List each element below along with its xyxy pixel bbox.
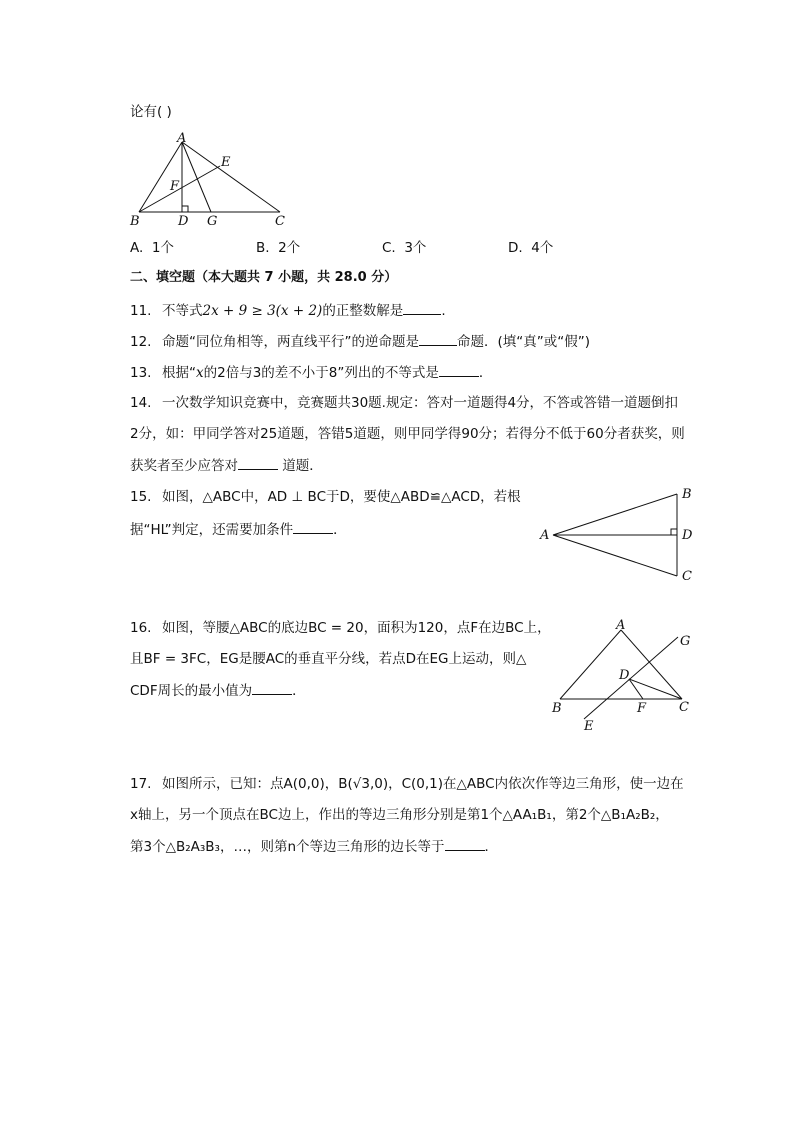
question-15-line2: 据“HL”判定，还需要加条件 ． bbox=[130, 519, 347, 540]
fig16-label-e: E bbox=[584, 719, 594, 734]
q11-answer-blank[interactable] bbox=[403, 300, 441, 315]
question-12: 12. 命题“同位角相等，两直线平行”的逆命题是 命题．(填“真”或“假”) bbox=[130, 331, 590, 352]
question-14-line1: 14. 一次数学知识竞赛中，竞赛题共30题.规定：答对一道题得4分，不答或答错一道题倒扣 bbox=[130, 395, 679, 411]
fig16-label-g: G bbox=[680, 634, 691, 649]
q11-number: 11. bbox=[130, 303, 152, 319]
fig15-label-a: A bbox=[540, 528, 550, 543]
q17-answer-blank[interactable] bbox=[445, 836, 485, 851]
fig16-label-c: C bbox=[679, 700, 689, 715]
section-heading: 二、填空题（本大题共 7 小题，共 28.0 分） bbox=[130, 270, 398, 285]
question-13: 13. 根据“x的2倍与3的差不小于8”列出的不等式是 ． bbox=[130, 362, 492, 383]
q16-figure bbox=[548, 615, 708, 735]
question-16-line1: 16. 如图，等腰△ABC的底边BC = 20，面积为120，点F在边BC上， bbox=[130, 620, 551, 636]
prev-question-figure bbox=[125, 132, 295, 228]
q13-answer-blank[interactable] bbox=[439, 362, 479, 377]
option-a: A. 1个 bbox=[130, 240, 174, 256]
fig15-label-c: C bbox=[682, 569, 692, 584]
fig1-label-g: G bbox=[207, 214, 218, 228]
fig16-label-f: F bbox=[637, 701, 647, 716]
fig15-label-b: B bbox=[682, 487, 692, 502]
question-15-line1: 15. 如图，△ABC中，AD ⊥ BC于D，要使△ABD≌△ACD，若根 bbox=[130, 489, 521, 505]
q11-inequality: 2x + 9 ≥ 3(x + 2) bbox=[202, 303, 323, 319]
fig1-label-e: E bbox=[221, 155, 231, 170]
fig15-label-d: D bbox=[682, 528, 693, 543]
fig16-label-b: B bbox=[552, 701, 562, 716]
q15-figure bbox=[535, 482, 705, 587]
fig16-label-d: D bbox=[619, 668, 630, 683]
question-16-line2: 且BF = 3FC，EG是腰AC的垂直平分线，若点D在EG上运动，则△ bbox=[130, 651, 527, 667]
question-17-line3: 第3个△B₂A₃B₃，…，则第n个等边三角形的边长等于 ． bbox=[130, 836, 498, 857]
option-c: C. 3个 bbox=[382, 240, 427, 256]
question-17-line1: 17. 如图所示，已知：点A(0,0)，B(√3,0)，C(0,1)在△ABC内依次作等边三角形，使一边在 bbox=[130, 776, 684, 792]
question-17-line2: x轴上，另一个顶点在BC边上，作出的等边三角形分别是第1个△AA₁B₁，第2个△B₁A₂B₂， bbox=[130, 807, 669, 823]
question-11: 11. 不等式2x + 9 ≥ 3(x + 2)的正整数解是 . bbox=[130, 300, 446, 321]
fig1-label-b: B bbox=[130, 214, 140, 228]
q15-answer-blank[interactable] bbox=[293, 519, 333, 534]
option-b: B. 2个 bbox=[256, 240, 301, 256]
fig1-label-f: F bbox=[170, 179, 180, 194]
q16-answer-blank[interactable] bbox=[252, 680, 292, 695]
fig16-label-a: A bbox=[616, 618, 626, 633]
fig1-label-a: A bbox=[177, 132, 187, 146]
option-d: D. 4个 bbox=[508, 240, 554, 256]
question-14-line3: 获奖者至少应答对 道题． bbox=[130, 455, 323, 476]
prev-question-tail: 论有( ) bbox=[130, 104, 172, 120]
question-16-line3: CDF周长的最小值为 ． bbox=[130, 680, 306, 701]
fig1-label-c: C bbox=[275, 214, 285, 228]
fig1-label-d: D bbox=[178, 214, 189, 228]
question-14-line2: 2分，如：甲同学答对25道题，答错5道题，则甲同学得90分；若得分不低于60分者获奖，则 bbox=[130, 426, 685, 442]
q14-answer-blank[interactable] bbox=[238, 455, 278, 470]
q12-answer-blank[interactable] bbox=[419, 331, 457, 346]
